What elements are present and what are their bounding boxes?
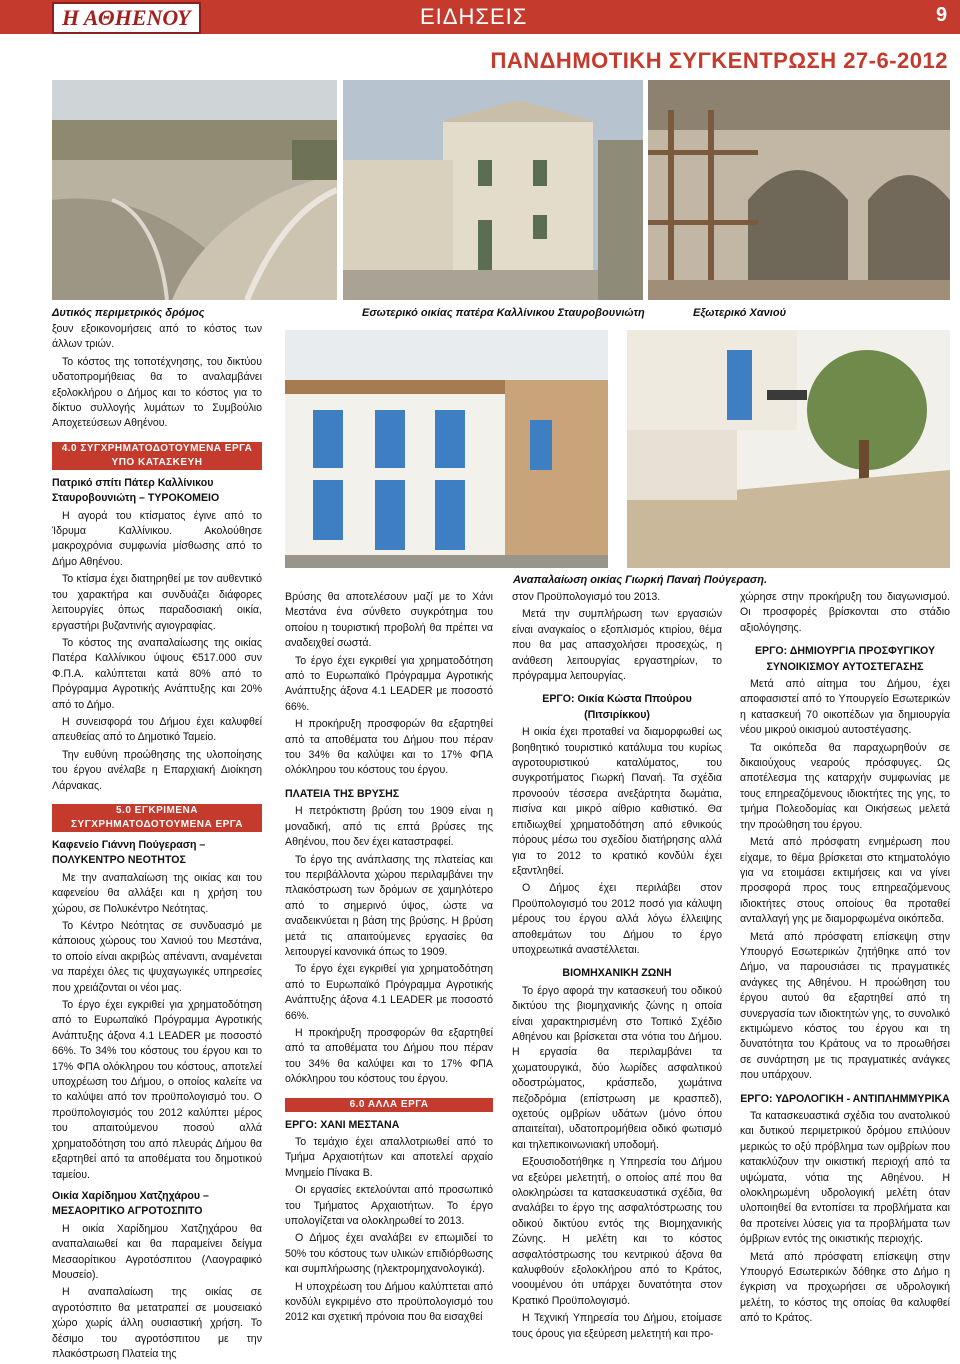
- paragraph: Με την αναπαλαίωση της οικίας και του καφενείου θα αλλάξει και η χρήση του χώρου, σε Πολυκέντρο Νεότητας.: [52, 871, 262, 915]
- paragraph: Μετά από πρόσφατη επίσκεψη στην Υπουργό Εσωτερικών ζητήθηκε από τον Δήμο, να παρουσιάσει τις πραγματικές ανάγκες της Αθηένου. Η προώθηση του έργου αυτού θα εξαρτηθεί από τη συνεργασία των ιδιοκτητών γης, το συνολικό εκτιμώμενο κόστος του έργου και τη δυνατότητα του Κράτους να το προωθήσει σε συνάρτηση με τις πραγματικές ανάγκες που υπάρχουν.: [740, 930, 950, 1082]
- photo-khan-exterior: [648, 80, 950, 300]
- paragraph: Μετά από πρόσφατη επίσκεψη στην Υπουργό Εσωτερικών δόθηκε στο Δήμο η έγκριση να προχωρήσει σε υδρολογική μελέτη, το κόστος της οποίας θα καλυφθεί από το Κράτος.: [740, 1250, 950, 1325]
- paragraph: Εξουσιοδοτήθηκε η Υπηρεσία του Δήμου να εξεύρει μελετητή, ο οποίος απέ που θα ολοκληρώσει τα κατασκευαστικά σχέδια, θα αναλάβει το έργο της ασφαλτόστρωσης του οδικού δικτύου εντός της Βιομηχανικής Ζώνης. Η μελέτη και το κόστος ασφαλτόστρωσης του κεντρικού άξονα θα καλυφθούν εξολοκλήρου από το Κράτος, νοουμένου ότι υπάρχει δυνατότητα στον Κρατικό Προϋπολογισμό.: [512, 1156, 722, 1307]
- column-4: [740, 590, 950, 1329]
- section-band-line: 5.0 ΕΓΚΡΙΜΕΝΑ: [116, 804, 198, 816]
- paragraph: ξουν εξοικονομήσεις από το κόστος των άλλων τριών.: [52, 323, 262, 351]
- section-band-line: ΣΥΓΧΡΗΜΑΤΟΔΟΤΟΥΜΕΝΑ ΕΡΓΑ: [71, 818, 243, 830]
- section-band: [52, 804, 262, 832]
- article-heading: Καφενείο Γιάννη Πούγεραση – ΠΟΛΥΚΕΝΤΡΟ ΝΕΟΤΗΤΟΣ: [52, 838, 206, 867]
- section-title: ΕΙΔΗΣΕΙΣ: [420, 4, 528, 29]
- photo-road: [52, 80, 337, 300]
- paragraph: Το έργο έχει εγκριθεί για χρηματοδότηση από το Ευρωπαϊκό Πρόγραμμα Αγροτικής Ανάπτυξης άξονα 4.1 LEADER με ποσοστό 66%. Το 34% του κόστους του έργου και το 17% ΦΠΑ ολόκληρου του κόστους, αποτελεί υποχρέωση του Δήμου, ο οποίος καλείτε να το καλύψει από τον προϋπολογισμό του. Ο προϋπολογισμός του 2012 καλύπτει μέρος του απαιτούμενου ποσού αλλά χρηματοδότηση του από πλευράς Δήμου θα εξαρτηθεί από τα αποθέματα του δημοτικού ταμείου.: [52, 999, 262, 1181]
- paragraph: Η προκήρυξη προσφορών θα εξαρτηθεί από τα αποθέματα του Δήμου που πέραν του 34% θα καλύψει και το 17% ΦΠΑ ολόκληρου του κόστους του έργου.: [285, 718, 493, 777]
- article-heading: ΕΡΓΟ: ΔΗΜΙΟΥΡΓΙΑ ΠΡΟΣΦΥΓΙΚΟΥ ΣΥΝΟΙΚΙΣΜΟΥ ΑΥΤΟΣΤΕΓΑΣΗΣ: [754, 645, 936, 673]
- paragraph: Ο Δήμος έχει αναλάβει εν επωμιδεί το 50% του κόστους των υλικών επιδιόρθωσης και συμπλήρωσης (ηλεκτρομηχανολογικά).: [285, 1232, 493, 1276]
- article-heading: ΕΡΓΟ: Οικία Κώστα Ππούρου (Πιτσιρίκκου): [542, 693, 692, 721]
- caption-photo2: Εσωτερικό οικίας πατέρα Καλλίνικου Σταυροβουνιώτη: [362, 307, 645, 319]
- paragraph: Μετά από πρόσφατη ενημέρωση που είχαμε, το θέμα βρίσκεται στο κτηματολόγιο για να ετοιμάσει εκτιμήσεις και να γίνει προσφορά προς τους επηρεαζόμενους ιδιοκτήτες στους οποίους θα προταθεί ανταλλαγή γης με διαμορφωμένα οικόπεδα.: [740, 836, 950, 926]
- section-band: [52, 442, 262, 470]
- photo-restored-house-1: [285, 330, 608, 568]
- paragraph: Η Τεχνική Υπηρεσία του Δήμου, ετοίμασε τους όρους για εξεύρεση μελετητή και προ-: [512, 1312, 722, 1340]
- paragraph: Οι εργασίες εκτελούνται από προσωπικό του Τμήματος Αρχαιοτήτων. Το έργο υπολογίζεται να ολοκληρωθεί το 2013.: [285, 1184, 493, 1228]
- paragraph: χώρησε στην προκήρυξη του διαγωνισμού. Οι προσφορές βρίσκονται στο στάδιο αξιολόγησης.: [740, 591, 950, 634]
- paragraph: Το έργο έχει εγκριθεί για χρηματοδότηση από το Ευρωπαϊκό Πρόγραμμα Αγροτικής Ανάπτυξης άξονα 4.1 LEADER με ποσοστό 66%.: [285, 654, 493, 713]
- paragraph: Η οικία έχει προταθεί να διαμορφωθεί ως βοηθητικό τουριστικό κατάλυμα του κυρίως αγροτουριστικού καταλύματος, του συγκροτήματος Γιωρκή Παναή. Τα σχέδια προνοούν τέσσερα ανεξάρτητα δωμάτια, πισίνα και μικρό αίθριο καθιστικό. Θα επιδιωχθεί χρηματοδότηση από εθνικούς πόρους μέσω του σχεδίου διατήρησης αλλά για το 2012 το κρατικό κονδύλι έχει εξαντληθεί.: [512, 726, 722, 877]
- caption-photo1: Δυτικός περιμετρικός δρόμος: [52, 307, 205, 319]
- column-1: [52, 322, 262, 1364]
- paragraph: Τα κατασκευαστικά σχέδια του ανατολικού και δυτικού περιμετρικού δρόμου επιλύουν μερικώς το οξύ πρόβλημα των ομβρίων που κατακλύζουν την οικιστική περιοχή από τα υψώματα, νότια της Αθηένου. Η ολοκληρωμένη υδρολογική μελέτη όταν υλοποιηθεί θα εντοπίσει τα προβλήματα και θα προτείνει λύσεις για τα προβλήματα των όμβριων εντός της οικιστικής περιοχής.: [740, 1110, 950, 1246]
- paragraph: Βρύσης θα αποτελέσουν μαζί με το Χάνι Μεστάνα ένα σύνθετο συγκρότημα του οποίου η τουριστική προβολή θα πρέπει να αναδειχθεί σωστά.: [285, 591, 493, 650]
- article-heading: ΒΙΟΜΗΧΑΝΙΚΗ ΖΩΝΗ: [562, 967, 672, 980]
- paragraph: Το τεμάχιο έχει απαλλοτριωθεί από το Τμήμα Αρχαιοτήτων και αποτελεί αρχαίο Μνημείο Πίνακα Β.: [285, 1136, 493, 1179]
- paragraph: Μετά από αίτημα του Δήμου, έχει αποφασιστεί από το Υπουργείο Εσωτερικών η κατασκευή 70 οικοπέδων για δημιουργία νέου μικρού οικισμού αυτοστέγασης.: [740, 678, 950, 737]
- column-2: [285, 590, 493, 1328]
- article-heading: Οικία Χαρίδημου Χατζηχάρου – ΜΕΣΑΟΡΙΤΙΚΟ ΑΓΡΟΤΟΣΠΙΤΟ: [52, 1189, 209, 1218]
- paragraph: Η υποχρέωση του Δήμου καλύπτεται από κονδύλι εγκριμένο στο προϋπολογισμό του 2012 και σχετική πρόνοια που θα εισαχθεί: [285, 1280, 493, 1324]
- article-heading: Πατρικό σπίτι Πάτερ Καλλίνικου Σταυροβουνιώτη – ΤΥΡΟΚΟΜΕΙΟ: [52, 476, 220, 505]
- paragraph: Η προκήρυξη προσφορών θα εξαρτηθεί από τα αποθέματα του Δήμου που πέραν του 34% θα καλύψει και το 17% ΦΠΑ ολόκληρου του κόστους του έργου.: [285, 1026, 493, 1086]
- paragraph: Το Κέντρο Νεότητας σε συνδυασμό με κάποιους χώρους του Χανιού του Μεστάνα, το οποίο είναι ακριβώς απέναντι, αναμένεται να παρέχει όλες τις ψυχαγωγικές υπηρεσίες που χρειάζονται οι νέοι μας.: [52, 920, 262, 994]
- article-heading: ΕΡΓΟ: ΥΔΡΟΛΟΓΙΚΗ - ΑΝΤΙΠΛΗΜΜΥΡΙΚΑ: [740, 1092, 950, 1105]
- section-band: 6.0 ΑΛΛΑ ΕΡΓΑ: [285, 1098, 493, 1112]
- paragraph: Μετά την συμπλήρωση των εργασιών είναι αναγκαίος ο εξοπλισμός κτιρίου, θέμα που θα μας απασχολήσει προσεχώς, η ανάθεση λειτουργίας εργαστηρίων, το πρόγραμμα λειτουργίας.: [512, 608, 722, 683]
- section-band-line: 4.0 ΣΥΓΧΡΗΜΑΤΟΔΟΤΟΥΜΕΝΑ ΕΡΓΑ: [61, 442, 253, 454]
- photo-restored-house-2: [627, 330, 950, 568]
- section-band-line: ΥΠΟ ΚΑΤΑΣΚΕΥΗ: [111, 456, 203, 468]
- article-heading: ΠΛΑΤΕΙΑ ΤΗΣ ΒΡΥΣΗΣ: [285, 787, 400, 800]
- paragraph: Το κτίσμα έχει διατηρηθεί με τον αυθεντικό του χαρακτήρα και συνδυάζει διάφορες λειτουργίες όπως παραδοσιακή οικία, εργαστήρι βυζαντινής αγιογραφίας.: [52, 573, 262, 632]
- caption-photo45: Αναπαλαίωση οικίας Γιωρκή Παναή Πούγεραση.: [513, 574, 767, 586]
- caption-photo3: Εξωτερικό Χανιού: [693, 307, 787, 319]
- column-3: [512, 590, 722, 1344]
- paragraph: Το έργο της ανάπλασης της πλατείας και του περιβάλλοντα χώρου περιλαμβάνει την πλακόστρωση των δρόμων σε χαμηλότερο από το σημερινό ύψος, ώστε να αναδεικνύεται η βάση της βρύσης. Η βρύση μετά τις απαιτούμενες εργασίες θα λειτουργεί κανονικά όπως το 1909.: [285, 853, 493, 958]
- paragraph: Η αναπαλαίωση της οικίας σε αγροτόσπιτο θα μετατραπεί σε μουσειακό χώρο χωρίς άλλη ουσιαστική χρήση. Το δέσιμο του αγροτόσπιτου με την πλακόστρωση Πλατεία της: [52, 1286, 262, 1360]
- page-headline: ΠΑΝΔΗΜΟΤΙΚΗ ΣΥΓΚΕΝΤΡΩΣΗ 27-6-2012: [490, 48, 948, 73]
- paragraph: Ο Δήμος έχει περιλάβει στον Προϋπολογισμό του 2012 ποσό για κάλυψη μέρους του έργου αλλά λόγω έλλειψης αποθεμάτων του Δήμου το έργο υποχρεωτικά αναστέλλεται.: [512, 882, 722, 956]
- article-heading: ΕΡΓΟ: ΧΑΝΙ ΜΕΣΤΑΝΑ: [285, 1118, 400, 1131]
- paragraph: Η πετρόκτιστη βρύση του 1909 είναι η μοναδική, από τις επτά βρύσες της Αθηένου, που δεν έχει καταστραφεί.: [285, 805, 493, 849]
- paragraph: Το έργο έχει εγκριθεί για χρηματοδότηση από το Ευρωπαϊκό Πρόγραμμα Αγροτικής Ανάπτυξης άξονα 4.1 LEADER με ποσοστό 66%.: [285, 963, 493, 1022]
- paragraph: Η αγορά του κτίσματος έγινε από το Ίδρυμα Καλλίνικου. Ακολούθησε μακροχρόνια συμφωνία μίσθωσης από το Δήμο Αθηένου.: [52, 509, 262, 568]
- page-number: 9: [936, 4, 948, 26]
- paragraph: Τα οικόπεδα θα παραχωρηθούν σε δικαιούχους νεαρούς πρόσφυγες. Ως αποτέλεσμα της καταρχήν συμφωνίας με τους επηρεαζόμενους ιδιοκτήτες της γης, το τμήμα Πολεοδομίας και Οικήσεως μελετά την προώθηση του έργου.: [740, 741, 950, 831]
- paragraph: Το κόστος της αναπαλαίωσης της οικίας Πατέρα Καλλίνικου ύψους €517.000 συν Φ.Π.Α. καλύπτεται κατά 80% από το Πρόγραμμα Αγροτικής Ανάπτυξης και 20% από το Δήμο.: [52, 636, 262, 711]
- photo-house-interior: [343, 80, 643, 300]
- paragraph: Το κόστος της τοποτέχνησης, του δικτύου υδατοπρομήθειας θα το αναλαμβάνει εξολοκλήρου ο Δήμος και το κόστος για το δίκτυο συλλογής λυμάτων το Συμβούλιο Αποχετεύσεων Αθηένου.: [52, 355, 262, 430]
- paragraph: στον Προϋπολογισμό του 2013.: [512, 591, 661, 603]
- paragraph: Η συνεισφορά του Δήμου έχει καλυφθεί απευθείας από το Δημοτικό Ταμείο.: [52, 715, 262, 744]
- paragraph: Το έργο αφορά την κατασκευή του οδικού δικτύου της βιομηχανικής ζώνης η οποία είναι χαρακτηρισμένη στο Τοπικό Σχέδιο Αθηένου και βρίσκεται στα νότια του Δήμου. Η εργασία θα περιλαμβάνει τα χωματουργικά, δύο λωρίδες ασφαλτικού οδοστρώματος, κράσπεδο, χωμάτινα πεζοδρόμια (επίστρωση με κρασπεδ), οχετούς ομβρίων υδάτων (μόνο όπου απαιτείται), υδατοπρομήθεια οδικό φωτισμό και τηλεπικοινωνιακή υποδομή.: [512, 984, 722, 1151]
- masthead-logo: Η ΑΘΗΕΝΟΥ: [52, 2, 201, 34]
- paragraph: Την ευθύνη προώθησης της υλοποίησης του έργου ανέλαβε η Επαρχιακή Διοίκηση Λάρνακας.: [52, 748, 262, 792]
- paragraph: Η οικία Χαρίδημου Χατζηχάρου θα αναπαλαιωθεί και θα παραμείνει δείγμα Μεσαορίτικου Αγροτόσπιτου (Λαογραφικό Μουσείο).: [52, 1222, 262, 1281]
